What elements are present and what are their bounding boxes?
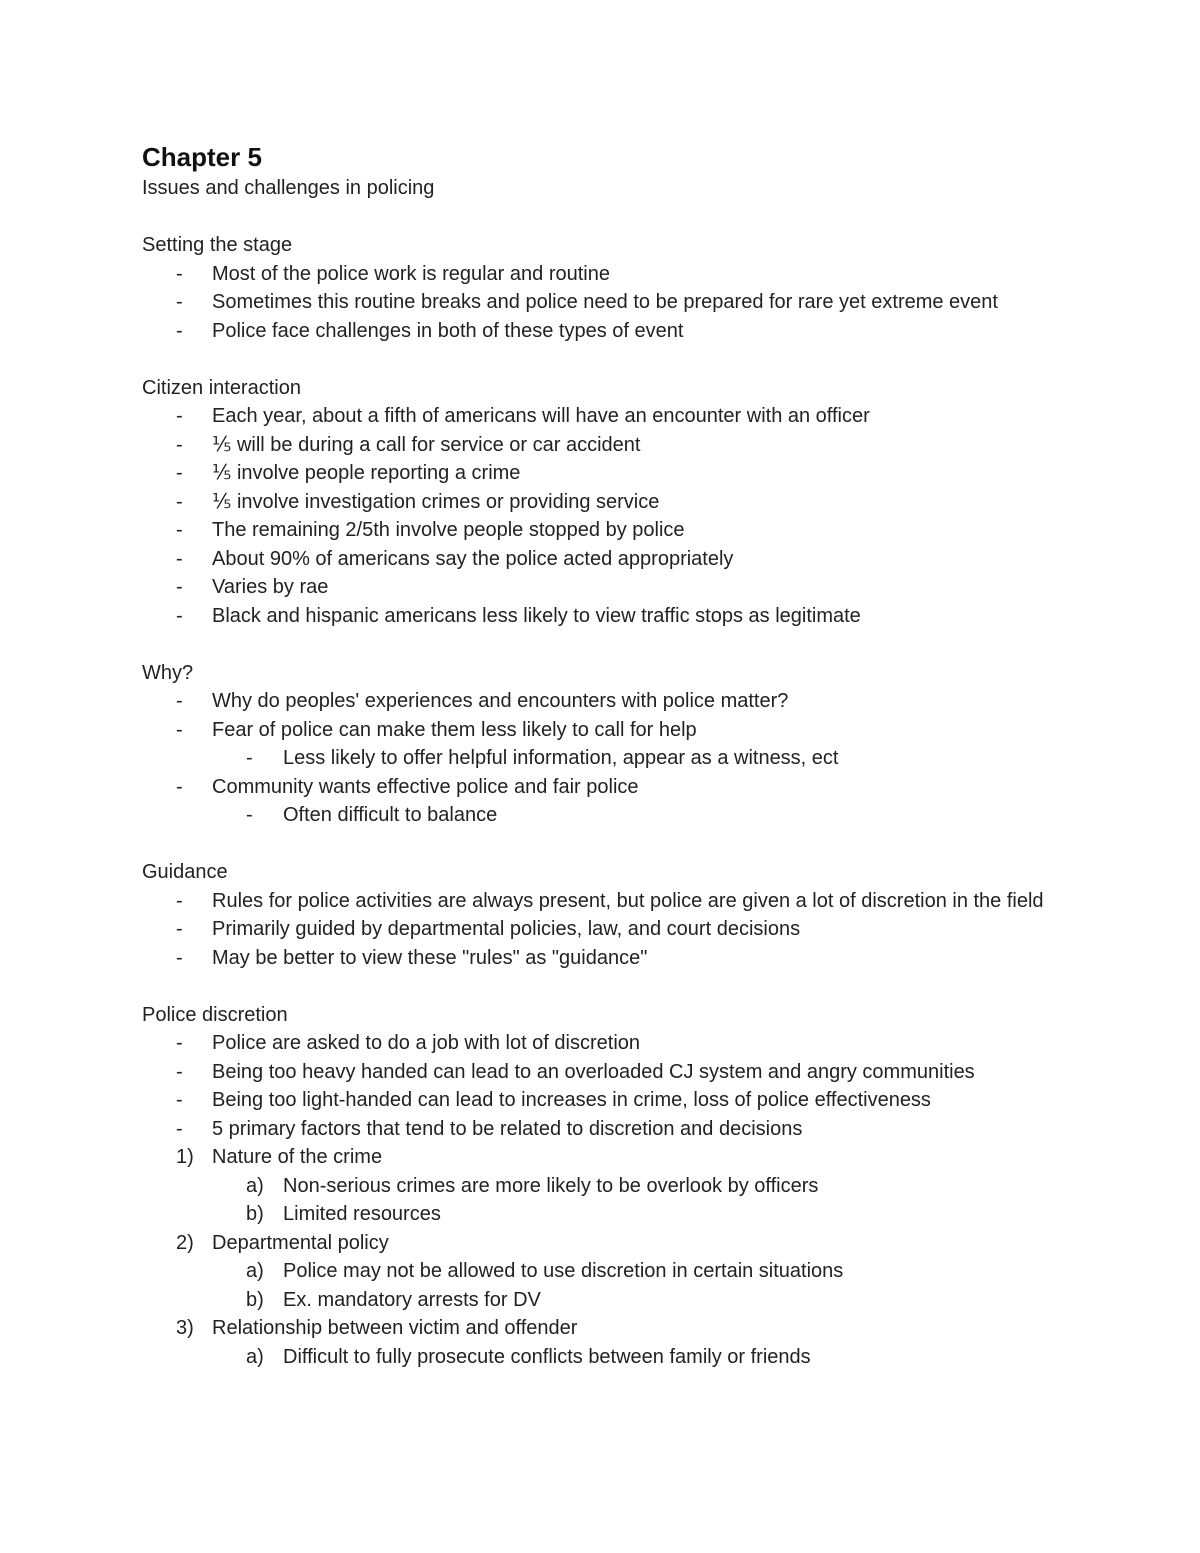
list-item <box>142 288 1072 317</box>
sub-list-item <box>142 744 1072 773</box>
section-heading: Why? <box>142 661 194 684</box>
bullet-marker: - <box>176 262 183 285</box>
section-why <box>142 659 1072 830</box>
section-guidance <box>142 858 1072 972</box>
list-item-text: ⅕ involve investigation crimes or providing service <box>212 490 660 513</box>
list-item <box>142 545 1072 574</box>
bullet-marker: - <box>176 690 183 712</box>
bullet-marker: - <box>176 462 183 484</box>
bullet-marker: - <box>176 1117 183 1140</box>
list-item-text: Police face challenges in both of these types of event <box>212 319 684 342</box>
letter-marker: a) <box>246 1174 264 1197</box>
list-item <box>142 402 1072 431</box>
list-item <box>142 317 1072 346</box>
list-item <box>142 915 1072 944</box>
bullet-marker: - <box>176 405 183 427</box>
list-item <box>142 260 1072 289</box>
list-item-text: Rules for police activities are always present, but police are given a lot of discretion in the field <box>212 889 1044 912</box>
letter-marker: b) <box>246 1288 264 1311</box>
section-heading: Guidance <box>142 861 228 883</box>
lettered-item <box>142 1343 1072 1372</box>
letter-marker: a) <box>246 1260 264 1282</box>
list-item <box>142 1058 1072 1087</box>
list-item <box>142 488 1072 517</box>
list-item-text: Often difficult to balance <box>283 804 498 826</box>
list-item <box>142 887 1072 916</box>
section-police-discretion <box>142 1001 1072 1372</box>
bullet-marker: - <box>246 747 253 769</box>
section-heading: Police discretion <box>142 1003 288 1026</box>
list-item-text: May be better to view these "rules" as "guidance" <box>212 946 648 969</box>
bullet-marker: - <box>176 1089 183 1111</box>
bullet-marker: - <box>176 718 183 741</box>
bullet-marker: - <box>176 1032 183 1054</box>
list-item-text: About 90% of americans say the police acted appropriately <box>212 547 734 570</box>
number-marker: 1) <box>176 1146 194 1168</box>
bullet-marker: - <box>176 604 183 627</box>
list-item <box>142 1115 1072 1144</box>
bullet-marker: - <box>176 519 183 541</box>
bullet-marker: - <box>176 918 183 940</box>
lettered-item <box>142 1286 1072 1315</box>
lettered-item-text: Police may not be allowed to use discretion in certain situations <box>283 1260 844 1282</box>
letter-marker: b) <box>246 1203 264 1225</box>
list-item-text: Being too light-handed can lead to increases in crime, loss of police effectiveness <box>212 1089 931 1111</box>
numbered-item <box>142 1229 1072 1258</box>
section-heading: Setting the stage <box>142 234 293 256</box>
bullet-marker: - <box>246 804 253 826</box>
list-item <box>142 516 1072 545</box>
numbered-item <box>142 1143 1072 1172</box>
list-item <box>142 459 1072 488</box>
bullet-marker: - <box>176 433 183 456</box>
list-item <box>142 1086 1072 1115</box>
lettered-item <box>142 1257 1072 1286</box>
numbered-item-text: Relationship between victim and offender <box>212 1317 578 1339</box>
numbered-item <box>142 1314 1072 1343</box>
list-item-text: Why do peoples' experiences and encounters with police matter? <box>212 690 789 712</box>
list-item-text: ⅕ involve people reporting a crime <box>212 462 521 484</box>
chapter-title: Chapter 5 <box>142 142 262 172</box>
bullet-marker: - <box>176 490 183 513</box>
section-heading: Citizen interaction <box>142 376 301 399</box>
list-item-text: The remaining 2/5th involve people stopped by police <box>212 519 685 541</box>
list-item <box>142 1029 1072 1058</box>
lettered-item-text: Difficult to fully prosecute conflicts between family or friends <box>283 1345 811 1368</box>
list-item-text: Each year, about a fifth of americans will have an encounter with an officer <box>212 405 870 427</box>
section-setting-the-stage <box>142 231 1072 345</box>
bullet-marker: - <box>176 319 183 342</box>
list-item-text: Black and hispanic americans less likely to view traffic stops as legitimate <box>212 604 861 627</box>
letter-marker: a) <box>246 1345 264 1368</box>
list-item <box>142 602 1072 631</box>
sub-list-item <box>142 801 1072 830</box>
list-item-text: Sometimes this routine breaks and police need to be prepared for rare yet extreme event <box>212 291 998 313</box>
lettered-item-text: Non-serious crimes are more likely to be overlook by officers <box>283 1174 819 1197</box>
number-marker: 2) <box>176 1231 194 1254</box>
lettered-item <box>142 1200 1072 1229</box>
bullet-marker: - <box>176 889 183 912</box>
list-item-text: Police are asked to do a job with lot of discretion <box>212 1032 641 1054</box>
lettered-item <box>142 1172 1072 1201</box>
list-item-text: ⅕ will be during a call for service or car accident <box>212 433 641 456</box>
document-body <box>142 140 1072 1371</box>
list-item-text: Primarily guided by departmental policies, law, and court decisions <box>212 918 801 940</box>
list-item-text: 5 primary factors that tend to be related to discretion and decisions <box>212 1117 803 1140</box>
list-item-text: Fear of police can make them less likely to call for help <box>212 718 697 741</box>
bullet-marker: - <box>176 775 183 798</box>
lettered-item-text: Ex. mandatory arrests for DV <box>283 1288 541 1311</box>
list-item <box>142 944 1072 973</box>
lettered-item-text: Limited resources <box>283 1203 441 1225</box>
list-item-text: Varies by rae <box>212 576 329 598</box>
section-citizen-interaction <box>142 374 1072 631</box>
numbered-item-text: Departmental policy <box>212 1231 389 1254</box>
list-item-text: Most of the police work is regular and routine <box>212 262 610 285</box>
numbered-item-text: Nature of the crime <box>212 1146 383 1168</box>
list-item <box>142 687 1072 716</box>
bullet-marker: - <box>176 547 183 570</box>
list-item <box>142 716 1072 745</box>
list-item-text: Less likely to offer helpful information, appear as a witness, ect <box>283 747 839 769</box>
bullet-marker: - <box>176 1060 183 1083</box>
chapter-subtitle: Issues and challenges in policing <box>142 177 435 199</box>
bullet-marker: - <box>176 291 183 313</box>
bullet-marker: - <box>176 946 183 969</box>
list-item <box>142 573 1072 602</box>
list-item <box>142 773 1072 802</box>
number-marker: 3) <box>176 1317 194 1339</box>
list-item <box>142 431 1072 460</box>
list-item-text: Community wants effective police and fair police <box>212 775 639 798</box>
bullet-marker: - <box>176 576 183 598</box>
list-item-text: Being too heavy handed can lead to an overloaded CJ system and angry communities <box>212 1060 975 1083</box>
